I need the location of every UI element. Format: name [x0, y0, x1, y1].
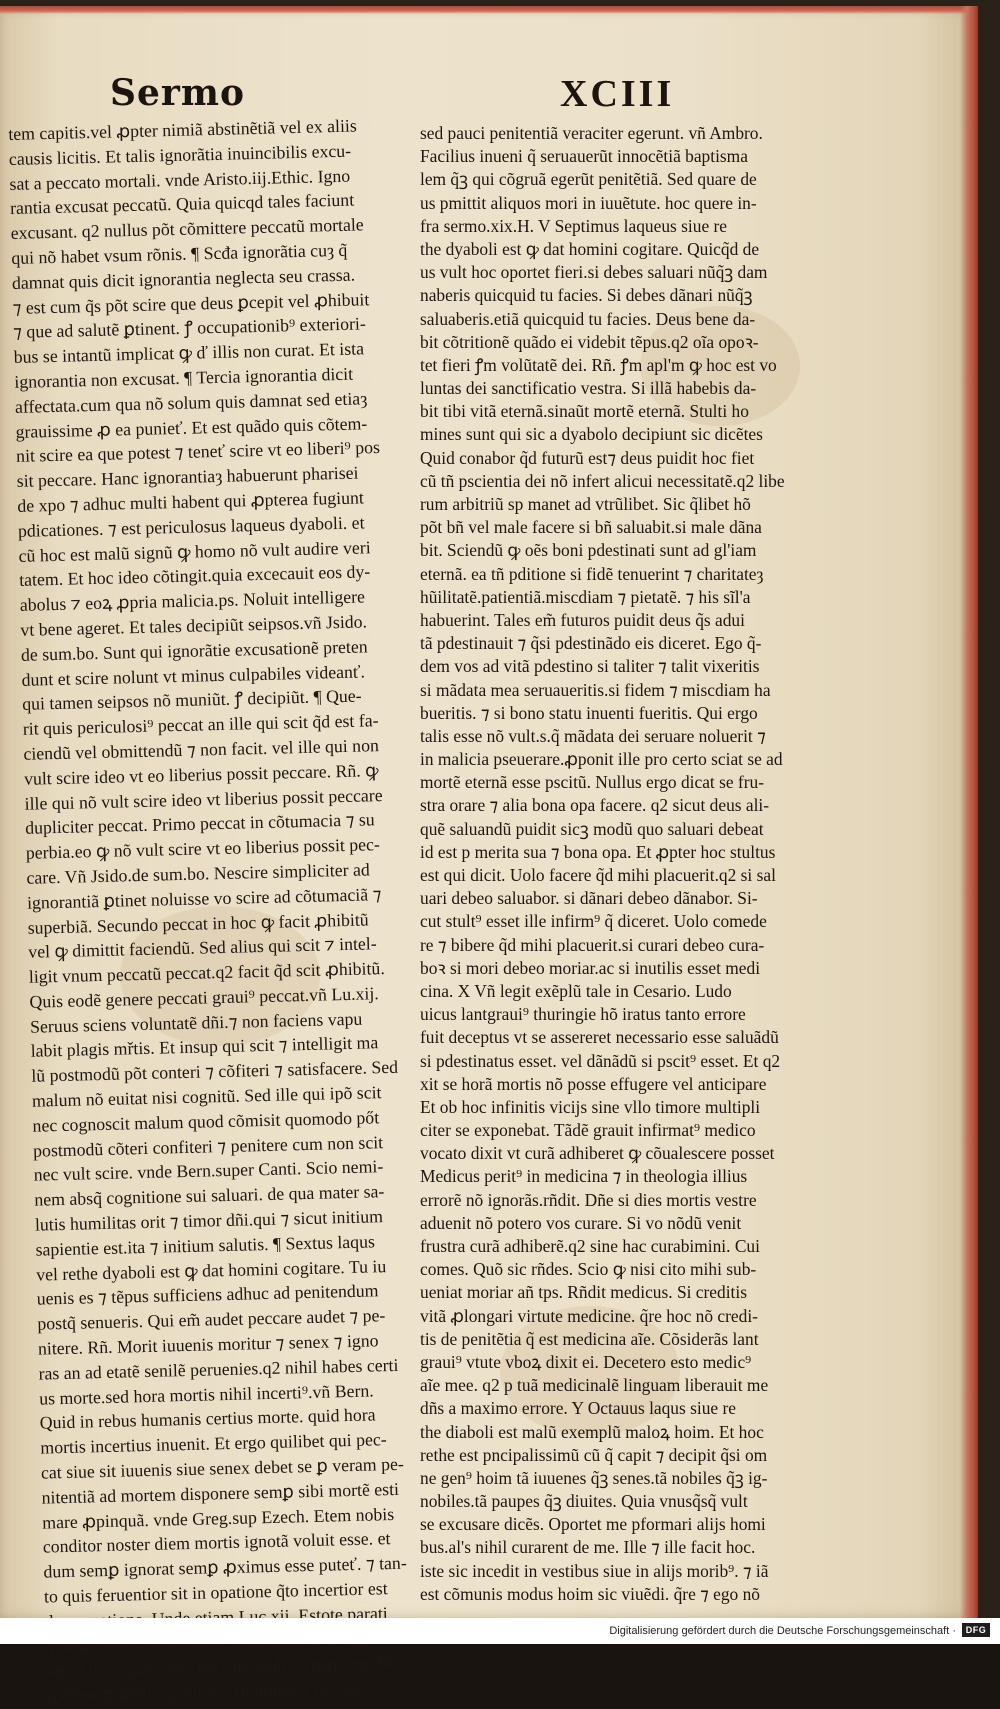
text-line: cut stult⁹ esset ille infirm⁹ q̃ diceret. Uolo comede: [420, 911, 767, 932]
text-line: sat a peccato mortali. vnde Aristo.iij.Ethic. Igno: [9, 165, 351, 194]
text-line: frustra curã adhiberẽ.q2 sine hac curabimini. Cui: [420, 1236, 760, 1256]
text-line: habuerint. Tales em̃ futuros puidit deus q̃s adui: [420, 609, 745, 630]
text-line: aĩe mee. q2 p tuã medicinalẽ linguam liberauit me: [420, 1375, 769, 1396]
text-line: stra orare ⁊ alia bona opa facere. q2 sicut deus ali-: [420, 795, 770, 816]
text-line: ignorantia non excusat. ¶ Tercia ignorantia dicit: [14, 363, 354, 392]
text-line: nobiles.tã paupes q̃ꝫ diuites. Quia vnusq̃sq̃ vult: [420, 1491, 748, 1512]
text-line: mare ꝓpinquã. vnde Greg.sup Ezech. Etem nobis: [41, 1503, 395, 1533]
text-line: labit plagis mřtis. Et insup qui scit ⁊ intelligit ma: [30, 1032, 379, 1062]
text-line: spõdeo ꝙ multi grauiter ⁊ multiplicit peccauerũt.: [46, 1677, 396, 1706]
text-line: si mãdata mea seruaueritis.si fidem ⁊ miscdiam ha: [420, 679, 771, 700]
text-line: cũ hoc est malũ signũ ꝙ homo nõ vult audire veri: [18, 536, 371, 566]
text-line: xit se horã mortis nõ posse effugere vel anticipare: [420, 1073, 767, 1094]
text-line: vel rethe dyaboli est ꝙ dat homini cogitare. Tu iu: [35, 1255, 387, 1285]
running-title: Sermo: [110, 72, 245, 114]
text-line: bus.al's nihil curarent de me. Ille ⁊ ille facit hoc.: [420, 1537, 756, 1558]
text-line: malum nõ euitat nisi cognitũ. Sed ille qui ipõ scit: [31, 1082, 382, 1111]
text-line: talis esse nõ vult.s.q̃ mãdata dei seruare noluerit ⁊: [420, 725, 766, 746]
text-line: iste sic incedit in vestibus siue in alijs morib⁹. ⁊ iã: [420, 1560, 769, 1581]
text-line: quẽ saluandũ puidit sicꝫ modũ quo saluari debeat: [420, 818, 764, 839]
text-line: vult scire ideo vt eo liberius possit peccare. Rñ. ꝙ: [23, 759, 379, 789]
text-line: ⁊ est cum q̃s põt scire que deus ꝑcepit vel ꝓhibuit: [12, 288, 370, 318]
text-line: cat siue sit iuuenis siue senex debet se ꝑ veram pe-: [40, 1453, 405, 1483]
text-line: nem absq̃ cognitione sui saluari. de qua mater sa-: [34, 1181, 385, 1210]
text-line: excusant. q2 nullus põt cõmittere peccatũ mortale: [10, 214, 364, 244]
text-line: citer se exponebat. Tãdẽ grauit infirmat⁹ medico: [420, 1120, 756, 1141]
text-line: luntas dei sanctificatio vestra. Si illã habebis da-: [420, 378, 757, 399]
text-line: bit tibi vitã eternã.sinaũt mortẽ eternã. Stulti ho: [420, 401, 749, 422]
text-line: Quis eodẽ genere peccati graui⁹ peccat.vñ Lu.xij.: [29, 983, 379, 1012]
text-line: tem capitis.vel ꝓpter nimiã abstinẽtiã vel ex aliis: [8, 115, 357, 144]
text-line: fra sermo.xix.H. V Septimus laqueus siue re: [420, 215, 728, 236]
text-line: nitentiã ad mortem disponere semꝑ sibi mortẽ esti: [41, 1478, 400, 1508]
text-line: superbiã. Secundo peccat in hoc ꝙ facit ꝓhibitũ: [27, 908, 369, 938]
text-line: comes. Quõ sic rñdes. Scio ꝙ nisi cito mihi sub-: [420, 1259, 757, 1280]
text-line: bueritis. ⁊ si bono statu inuenti fueritis. Qui ergo: [420, 702, 758, 723]
text-line: rethe est pncipalissimũ cũ q̃ capit ⁊ decipit q̃si om: [420, 1444, 768, 1465]
dfg-logo: DFG: [962, 1623, 990, 1637]
text-line: bus se intantũ implicat ꝙ ď illis non curat. Et ista: [13, 338, 365, 368]
text-line: mortẽ eternã esse pscitũ. Nullus ergo dicat se fru-: [420, 772, 764, 793]
text-line: nec vult scire. vnde Bern.super Canti. Scio nemi-: [33, 1156, 384, 1186]
text-line: uenis es ⁊ tẽpus sufficiens adhuc ad penitendum: [36, 1280, 379, 1310]
text-line: in malicia pseuerare.ꝓponit ille pro certo sciat se ad: [420, 749, 783, 770]
text-line: est cõmunis modus hoim sic viuẽdi. q̃re ⁊ ego nõ: [420, 1583, 760, 1604]
text-line: the diaboli est malũ exemplũ maloꝝ hoim. Et hoc: [420, 1421, 764, 1442]
red-page-edge-right: [960, 6, 978, 1618]
text-line: Facilius inueni q̃ seruauerũt innocẽtiã baptisma: [420, 146, 748, 167]
text-line: id est p merita sua ⁊ bona opa. Et ꝓpter hoc stultus: [420, 841, 776, 862]
left-text-column: [8, 113, 435, 1709]
right-text-column: [420, 122, 818, 1606]
text-line: Medicus perit⁹ in medicina ⁊ in theologia illius: [420, 1166, 748, 1187]
text-line: dupliciter peccat. Primo peccat in cõtumacia ⁊ su: [25, 809, 375, 839]
text-line: lem q̃ꝫ qui cõgruã egerũt penitẽtiã. Sed quare de: [420, 169, 757, 190]
text-line: grauissime ꝓ ea punieť. Et est quãdo quis cõtem-: [15, 412, 368, 442]
text-line: fuit deceptus vt se assereret necessario esse saluãdũ: [420, 1027, 779, 1048]
text-line: pdicationes. ⁊ est periculosus laqueus dyaboli. et: [17, 512, 365, 541]
text-line: sit peccare. Hanc ignorantiaȝ habuerunt pharisei: [16, 462, 359, 492]
text-line: ⁊ que ad salutẽ ꝑtinent. ꝭ occupationib⁹ exteriori-: [12, 313, 367, 343]
text-line: uicus lantgraui⁹ thuringie hõ iratus tanto errore: [420, 1004, 746, 1025]
text-line: cina. X Vñ legit exẽplũ tale in Cesario. Ludo: [420, 980, 732, 1001]
text-line: saluaberis.etiã quicquid tu facies. Deus bene da-: [420, 308, 756, 329]
text-line: Quid in rebus humanis certius morte. quid hora: [39, 1404, 376, 1434]
text-line: vitã ꝓlongari virtute medicine. q̃re hoc nõ credi-: [420, 1305, 758, 1326]
text-line: postmodũ cõteri confiteri ⁊ penitere cum non scit: [32, 1131, 384, 1161]
text-line: perbia.eo ꝙ nõ vult scire vt eo liberius possit pec-: [25, 834, 381, 863]
text-line: dem vos ad vitã pdestino si taliter ⁊ talit vixeritis: [420, 656, 760, 677]
text-line: mortis incertius inuenit. Et ergo quilibet qui pec-: [40, 1429, 387, 1458]
text-line: tis de penitẽtia q̃ est medicina aĩe. Cõsiderãs lant: [420, 1328, 759, 1349]
text-line: graui⁹ vtute vboꝝ dixit ei. Decetero esto medic⁹: [420, 1351, 752, 1372]
text-line: vocato dixit vt curã adhiberet ꝙ cõualescere posset: [420, 1143, 775, 1164]
text-line: tatem. Et hoc ideo cõtingit.quia excecauit eos dy-: [18, 561, 371, 591]
text-line: ille qui nõ vult scire ideo vt liberius possit peccare: [24, 784, 383, 814]
text-line: tet fieri ꝭm volũtatẽ dei. Rñ. ꝭm apl'm ꝙ hoc est vo: [420, 354, 777, 375]
text-line: qui nõ habet vsum rõnis. ¶ Scđa ignorãtia cuȝ q̃: [11, 239, 348, 268]
text-line: bit. Sciendũ ꝙ oẽs boni pdestinati sunt ad gl'iam: [420, 540, 757, 561]
text-line: errorẽ nõ ignorãs.rñdit. Dñe si dies mortis vestre: [420, 1189, 757, 1210]
text-line: re ⁊ bibere q̃d mihi placuerit.si curari debeo cura-: [420, 934, 765, 955]
text-line: care. Vñ Jsido.de sum.bo. Nescire simpliciter ad: [26, 859, 370, 888]
text-line: dñs a maximo errore. Y Octauus laqus siue re: [420, 1398, 736, 1419]
text-line: us pmittit aliquos mori in iuuẽtute. hoc quere in-: [420, 192, 757, 213]
text-line: hũilitatẽ.patientiã.miscdiam ⁊ pietatẽ. ⁊ his sĩl'a: [420, 586, 751, 607]
text-line: cũ tñ pscientia dei nõ infert alicui necessitatẽ.q2 libe: [420, 470, 785, 491]
text-line: causis licitis. Et talis ignorãtia inuincibilis excu-: [8, 140, 352, 169]
text-line: de xpo ⁊ adhuc multi habent qui ꝓpterea fugiunt: [17, 487, 365, 516]
text-line: abolus ⁊ eoꝝ ꝓpria malicia.ps. Noluit intelligere: [19, 586, 366, 615]
text-line: dunt et scire nolunt vt minus culpabiles videanť.: [21, 660, 366, 690]
text-line: nit scire ea que potest ⁊ teneť scire vt eo liberi⁹ pos: [15, 437, 381, 467]
text-line: rit quis periculosi⁹ peccat an ille qui scit q̃d est fa-: [22, 710, 379, 739]
text-line: dum semꝑ ignorat semꝑ ꝓximus esse puteť. ⁊ tan-: [43, 1552, 407, 1582]
text-line: postq̃ senueris. Qui em̃ audet peccare audet ⁊ pe-: [37, 1305, 386, 1334]
text-line: boꝛ si mori debeo moriar.ac si inutilis esset medi: [420, 957, 761, 978]
text-line: ras an ad etatẽ senilẽ peruenies.q2 nihil habes certi: [38, 1354, 399, 1384]
text-line: us morte.sed hora mortis nihil incerti⁹.vñ Bern.: [38, 1380, 374, 1409]
text-line: eternã. ea tñ pditione si fidẽ tenuerint ⁊ charitateȝ: [420, 563, 764, 584]
text-line: Et ob hoc infinitis vicijs sine vllo timore multipli: [420, 1096, 761, 1117]
text-line: põt bñ vel male facere si bñ saluabit.si male dãna: [420, 517, 762, 538]
text-line: super dicis.qui audet peccare audet ⁊ penitere. Re: [45, 1652, 398, 1681]
text-line: sed pauci penitentiã veraciter egerunt. vñ Ambro.: [420, 123, 763, 143]
red-page-edge-top: [0, 6, 978, 14]
text-line: si pdestinatus esset. vel dãnãdũ si pscit⁹ esset. Et q2: [420, 1050, 781, 1071]
text-line: rum arbitriũ sp manet ad vtrũlibet. Sic q̃libet hõ: [420, 494, 751, 514]
text-line: lutis humilitas orit ⁊ timor dñi.qui ⁊ sicut initium: [34, 1206, 384, 1235]
text-line: aduenit nõ potero vos curare. Si vo nõdũ venit: [420, 1212, 742, 1233]
text-line: nitere. Rñ. Morit iuuenis moritur ⁊ senex ⁊ igno: [37, 1330, 379, 1359]
text-line: bit cõtritionẽ quãdo ei videbit tẽpus.q2 oĩa opoꝛ-: [420, 331, 759, 352]
text-line: tã pdestinauit ⁊ q̃si pdestinãdo eis diceret. Ego q̃-: [420, 633, 762, 654]
text-line: conditor noster diem mortis ignotã voluit esse. et: [42, 1528, 391, 1557]
text-line: lũ postmodũ põt conteri ⁊ cõfiteri ⁊ satisfacere. Sed: [31, 1057, 399, 1086]
text-line: ne gen⁹ hoim tã iuuenes q̃ꝫ senes.tã nobiles q̃ꝫ ig-: [420, 1467, 768, 1488]
text-line: mines sunt qui sic a dyabolo decipiunt sic dicẽtes: [420, 424, 763, 445]
text-line: affectata.cum qua nõ solum quis damnat sed etiaȝ: [14, 388, 368, 417]
text-line: uari debeo saluabor. si dãnari debeo dãnabor. Si-: [420, 888, 758, 909]
text-line: nec cognoscit malum quod cõmisit quomodo pőt: [32, 1107, 380, 1136]
folio-number: XCIII: [560, 73, 675, 115]
text-line: est qui dicit. Uolo facere q̃d mihi placuerit.q2 si sal: [420, 865, 776, 885]
text-line: de sum.bo. Sunt qui ignorãtie excusationẽ preten: [20, 636, 368, 665]
text-line: to quis feruentior sit in opatione q̃to incertior est: [43, 1578, 388, 1607]
text-line: ignorantiã ꝑtinet noluisse vo scire ad cõtumaciã ⁊: [26, 883, 382, 913]
text-line: the dyaboli est ꝙ dat homini cogitare. Quicq̃d de: [420, 238, 760, 259]
text-line: se excusare dicẽs. Oportet me pformari alijs homi: [420, 1514, 766, 1535]
text-line: ueniat moriar añ tps. Rñdit medicus. Si creditis: [420, 1282, 747, 1303]
text-line: ligit vnum peccatũ peccat.q2 facit q̃d scit ꝓhibitũ.: [28, 958, 385, 987]
text-line: vel ꝙ dimittit faciendũ. Sed alius qui scit ⁊ intel-: [28, 933, 377, 963]
text-line: rantia excusat peccatũ. Quia quicqd tales faciunt: [9, 189, 355, 219]
text-line: qui tamen seipsos nõ muniũt. ꝭ decipiũt. ¶ Que-: [21, 685, 362, 715]
text-line: naberis quicquid tu facies. Si debes dãnari nũq̃ꝫ: [420, 285, 753, 306]
text-line: us vult hoc oportet fieri.si debes saluari nũq̃ꝫ dam: [420, 262, 768, 283]
text-line: Seruus sciens voluntatẽ dñi.⁊ non faciens vapu: [29, 1008, 363, 1037]
text-line: ciendũ vel obmittendũ ⁊ non facit. vel ille qui non: [23, 735, 380, 764]
text-line: damnat quis dicit ignorantia neglecta seu crassa.: [11, 264, 356, 293]
text-line: vt bene ageret. Et tales decipiũt seipsos.vñ Jsido.: [20, 611, 368, 640]
text-line: Quid conabor q̃d futurũ est⁊ deus puidit hoc fiet: [420, 447, 755, 468]
footer-credit: Digitalisierung gefördert durch die Deutsche Forschungsgemeinschaft ·: [609, 1625, 956, 1637]
text-line: sapientie est.ita ⁊ initium salutis. ¶ Sextus laqus: [35, 1231, 376, 1260]
